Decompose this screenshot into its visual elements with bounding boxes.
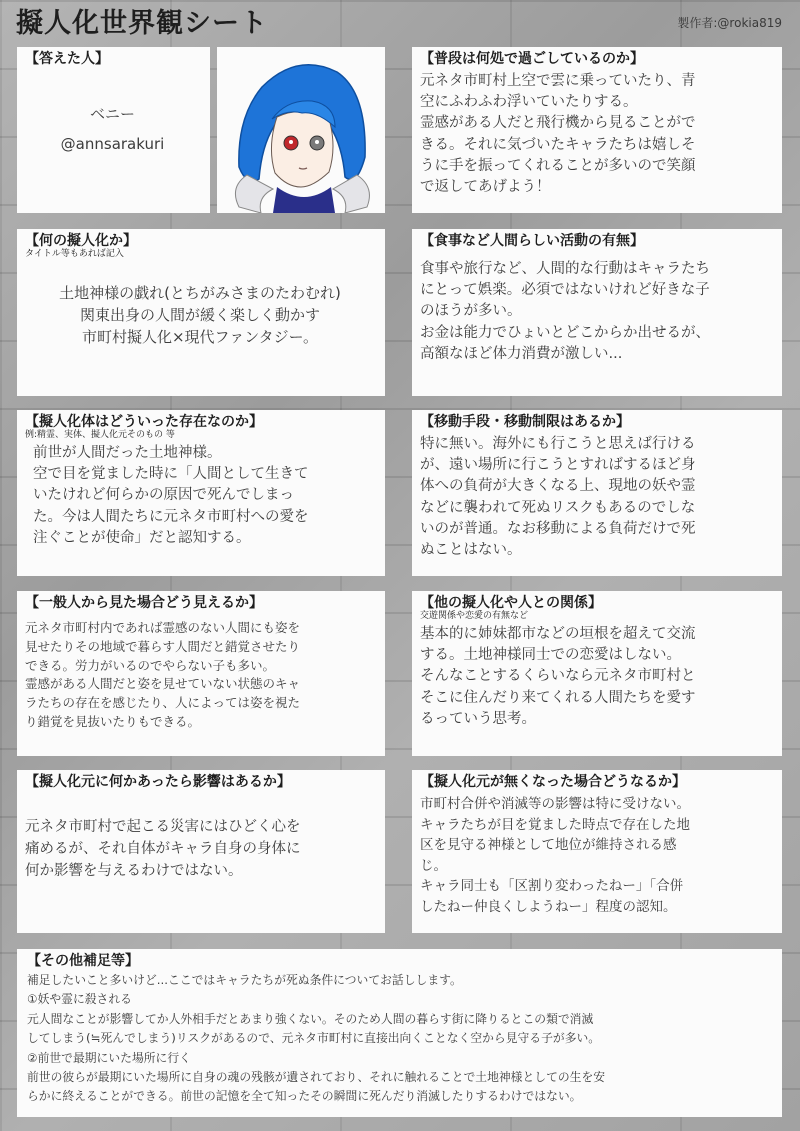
answer-line: 市町村擬人化×現代ファンタジー。 xyxy=(81,328,319,346)
other-notes-heading: 【その他補足等】 xyxy=(27,953,139,969)
answer-line: ①妖や霊に殺される xyxy=(27,992,132,1007)
answer-line: きる。それに気づいたキャラたちは嬉しそ xyxy=(420,136,696,153)
answer-line: 前世の彼らが最期にいた場所に自身の魂の残骸が遺されており、それに触れることで土地神様としての生を安 xyxy=(27,1070,606,1085)
origin-event-box xyxy=(17,770,385,933)
answer-line: ②前世で最期にいた場所に行く xyxy=(27,1050,191,1065)
answer-line: 霊感がある人だと飛行機から見ることがで xyxy=(420,115,696,132)
answer-line: キャラ同士も「区割り変わったねー」「合併 xyxy=(420,878,684,894)
answer-line: 食事や旅行など、人間的な行動はキャラたち xyxy=(420,261,710,277)
existence-heading: 【擬人化体はどういった存在なのか】 xyxy=(25,414,263,430)
answer-line: そこに住んだり来てくれる人間たちを愛す xyxy=(420,689,696,706)
usual-place-box xyxy=(412,47,782,213)
relations-box xyxy=(412,591,782,756)
answer-line: た。今は人間たちに元ネタ市町村への愛を xyxy=(33,508,309,525)
answerer-handle: @annsarakuri xyxy=(60,135,165,153)
answer-line: できる。労力がいるのでやらない子も多い。 xyxy=(25,657,276,673)
answer-line: ぬことはない。 xyxy=(420,542,522,559)
answer-line: 区を見守る神様として地位が維持される感 xyxy=(420,837,677,853)
answer-line: うに手を振ってくれることが多いので笑顔 xyxy=(420,157,696,174)
answerer-heading: 【答えた人】 xyxy=(25,51,109,67)
what-personified-box xyxy=(17,229,385,396)
appearance-heading: 【一般人から見た場合どう見えるか】 xyxy=(25,595,263,611)
answer-line: が、遠い場所に行こうとすればするほど身 xyxy=(420,457,696,474)
answer-line: 特に無い。海外にも行こうと思えば行ける xyxy=(420,436,696,452)
answer-line: いのが普通。なお移動による負荷だけで死 xyxy=(420,520,696,537)
human-activity-box xyxy=(412,229,782,396)
answer-line: らかに終えることができる。前世の記憶を全て知ったその瞬間に死んだり消滅したりするわけではない。 xyxy=(27,1089,582,1104)
origin-event-heading: 【擬人化元に何かあったら影響はあるか】 xyxy=(25,774,291,790)
answer-line: 空で目を覚ました時に「人間として生きて xyxy=(33,466,309,483)
what-personified-heading: 【何の擬人化か】 xyxy=(25,233,137,249)
answer-line: 高額なほど体力消費が激しい... xyxy=(420,345,623,362)
answer-line: 前世が人間だった土地神様。 xyxy=(33,445,222,461)
other-notes-box xyxy=(17,949,782,1117)
existence-note: 例:精霊、実体、擬人化元そのもの 等 xyxy=(25,430,175,440)
answer-line: 見せたりその地域で暮らす人間だと錯覚させたり xyxy=(25,638,301,654)
answer-line: 元ネタ市町村内であれば霊感のない人間にも姿を xyxy=(25,620,301,635)
answer-line: ラたちの存在を感じたり、人によっては姿を視た xyxy=(25,695,301,711)
answerer-box xyxy=(17,47,210,213)
answer-line: じ。 xyxy=(420,857,447,874)
answer-line: キャラたちが目を覚ました時点で存在した地 xyxy=(420,816,690,833)
answer-line: 関東出身の人間が緩く楽しく動かす xyxy=(79,306,320,324)
appearance-box xyxy=(17,591,385,756)
answer-line: で返してあげよう！ xyxy=(420,179,551,196)
answer-line: 土地神様の戯れ(とちがみさまのたわむれ) xyxy=(59,284,341,302)
answerer-name: ベニー xyxy=(89,105,135,123)
answer-line: したねー仲良くしようねー」程度の認知。 xyxy=(420,898,677,915)
answer-line: 市町村合併や消滅等の影響は特に受けない。 xyxy=(420,796,690,812)
answer-line: 基本的に姉妹都市などの垣根を超えて交流 xyxy=(420,626,696,642)
answer-line: 体への負荷が大きくなる上、現地の妖や霊 xyxy=(420,478,696,495)
page-title: 擬人化世界観シート xyxy=(16,8,268,39)
character-portrait xyxy=(217,47,385,213)
answer-line: そんなことするくらいなら元ネタ市町村と xyxy=(420,668,696,685)
answer-line: 注ぐことが使命」だと認知する。 xyxy=(33,529,251,546)
answer-line: るっていう思考。 xyxy=(420,710,536,727)
usual-place-heading: 【普段は何処で過ごしているのか】 xyxy=(420,51,644,67)
answer-line: いたけれど何らかの原因で死んでしまっ xyxy=(33,487,294,504)
answer-line: り錯覚を見抜いたりもできる。 xyxy=(25,713,201,729)
answer-line: お金は能力でひょいとどこからか出せるが、 xyxy=(420,324,710,341)
travel-box xyxy=(412,410,782,576)
answer-line: してしまう(≒死んでしまう)リスクがあるので、元ネタ市町村に直接出向くことなく空から見守る子が多い。 xyxy=(27,1031,601,1046)
answer-line: にとって娯楽。必須ではないけれど好きな子 xyxy=(420,282,710,299)
answer-line: 元ネタ市町村上空で雲に乗っていたり、青 xyxy=(420,73,696,89)
answer-line: 元ネタ市町村で起こる災害にはひどく心を xyxy=(25,819,301,835)
answer-line: 補足したいこと多いけど...ここではキャラたちが死ぬ条件についてお話しします。 xyxy=(27,973,462,987)
answer-line: 何か影響を与えるわけではない。 xyxy=(25,863,243,879)
relations-note: 交遊関係や恋愛の有無など xyxy=(420,611,529,621)
character-illustration xyxy=(217,47,385,213)
answer-line: 元人間なことが影響してか人外相手だとあまり強くない。そのため人間の暮らす街に降りるとこの類で消滅 xyxy=(27,1011,594,1026)
what-personified-note: タイトル等もあれば記入 xyxy=(25,249,124,259)
travel-heading: 【移動手段・移動制限はあるか】 xyxy=(420,414,630,430)
existence-box xyxy=(17,410,385,576)
answer-line: 霊感がある人間だと姿を見せていない状態のキャ xyxy=(25,676,301,692)
origin-gone-box xyxy=(412,770,782,933)
author-credit: 製作者:@rokia819 xyxy=(677,16,782,30)
relations-heading: 【他の擬人化や人との関係】 xyxy=(420,595,602,611)
human-activity-heading: 【食事など人間らしい活動の有無】 xyxy=(420,233,644,249)
answer-line: する。土地神様同士での恋愛はしない。 xyxy=(420,647,681,664)
answer-line: のほうが多い。 xyxy=(420,303,522,320)
answer-line: 空にふわふわ浮いていたりする。 xyxy=(420,94,638,111)
origin-gone-heading: 【擬人化元が無くなった場合どうなるか】 xyxy=(420,774,686,790)
answer-line: などに襲われて死ぬリスクもあるのでしな xyxy=(420,499,696,516)
answer-line: 痛めるが、それ自体がキャラ自身の身体に xyxy=(25,841,301,857)
